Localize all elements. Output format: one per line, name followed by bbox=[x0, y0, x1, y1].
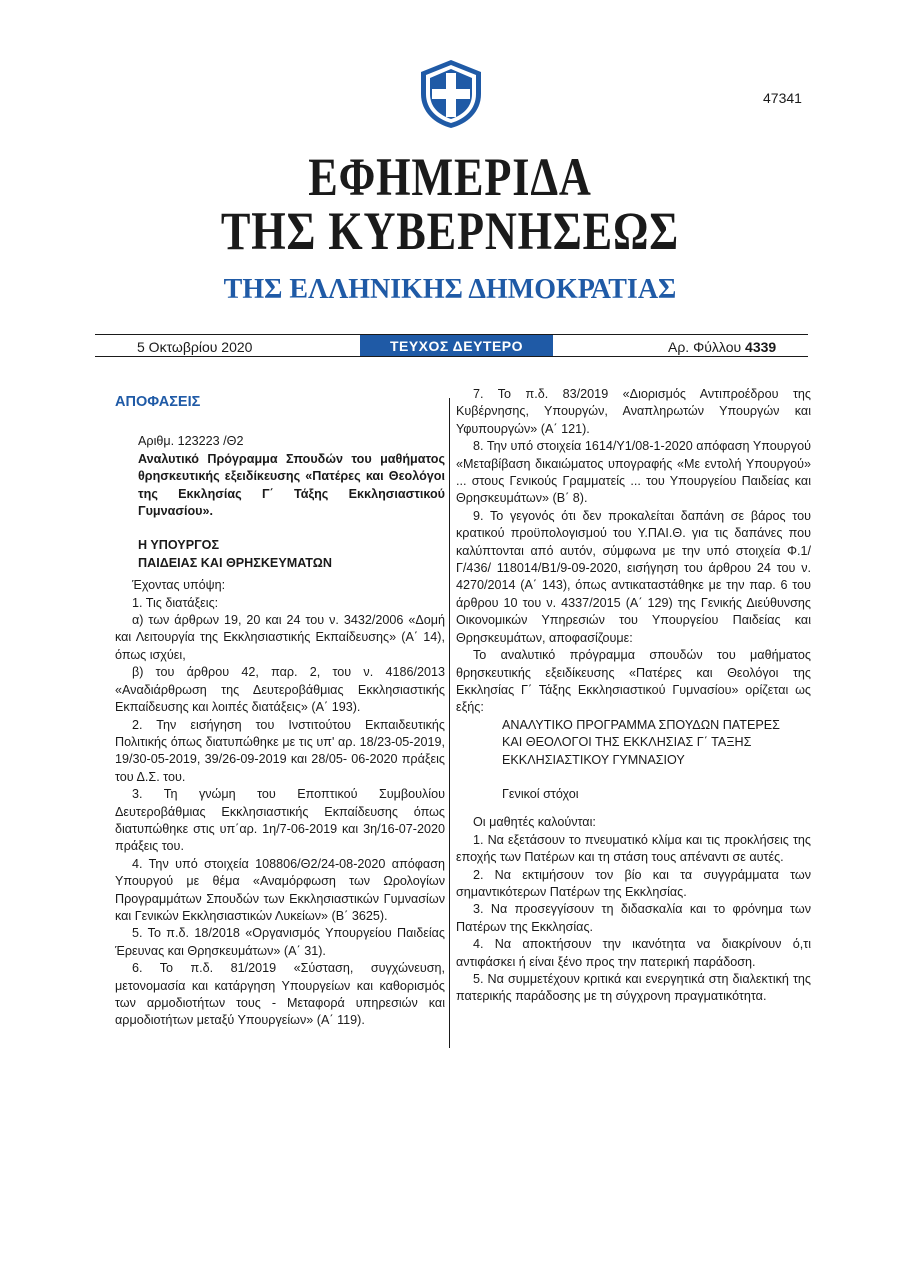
paragraph: α) των άρθρων 19, 20 και 24 του ν. 3432/2006 «Δομή και Λειτουργία της Εκκλησιαστικής Εκπαίδευσης» (Α΄ 14), όπως ισχύει, bbox=[115, 613, 445, 662]
paragraph: 6. Το π.δ. 81/2019 «Σύσταση, συγχώνευση, μετονομασία και κατάργηση Υπουργείων και καθορισμός των αρμοδιοτήτων τους - Μεταφορά υπηρεσιών και αρμοδιοτήτων μεταξύ Υπουργείων» (Α΄ 119). bbox=[115, 961, 445, 1028]
gazette-title: ΕΦΗΜΕΡΙΔΑ bbox=[308, 147, 592, 207]
curriculum-title: ΑΝΑΛΥΤΙΚΟ ΠΡΟΓΡΑΜΜΑ ΣΠΟΥΔΩΝ ΠΑΤΕΡΕΣ ΚΑΙ ΘΕΟΛΟΓΟΙ ΤΗΣ ΕΚΚΛΗΣΙΑΣ Γ΄ ΤΑΞΗΣ ΕΚΚΛΗΣΙΑΣΤΙΚΟΥ ΓΥΜΝΑΣΙΟΥ bbox=[502, 717, 780, 767]
left-column bbox=[115, 394, 445, 1030]
paragraph: 1. Τις διατάξεις: bbox=[132, 595, 219, 610]
minister-line1: Η ΥΠΟΥΡΓΟΣ bbox=[138, 538, 220, 553]
republic-title: ΤΗΣ ΕΛΛΗΝΙΚΗΣ ΔΗΜΟΚΡΑΤΙΑΣ bbox=[223, 274, 677, 305]
issue-badge: ΤΕΥΧΟΣ ΔΕΥΤΕΡΟ bbox=[360, 335, 553, 357]
paragraph: 2. Την εισήγηση του Ινστιτούτου Εκπαιδευτικής Πολιτικής όπως διατυπώθηκε με τις υπ' αρ. 18/23-05-2019, 19/30-05-2019, 39/26-09-2019 και 28/05- 06-2020 πράξεις του Δ.Σ. του. bbox=[115, 717, 445, 784]
paragraph: Οι μαθητές καλούνται: bbox=[473, 815, 596, 830]
paragraph: 5. Το π.δ. 18/2018 «Οργανισμός Υπουργείου Παιδείας Έρευνας και Θρησκευμάτων» (Α΄ 31). bbox=[115, 926, 445, 958]
goals-heading: Γενικοί στόχοι bbox=[502, 786, 579, 801]
paragraph: 3. Τη γνώμη του Εποπτικού Συμβουλίου Δευτεροβάθμιας Εκκλησιαστικής Εκπαίδευσης όπως διατυπώθηκε στις υπ΄αρ. 1η/7-06-2019 και 3η/16-07-2020 πράξεις του. bbox=[115, 787, 445, 854]
paragraph: 4. Να αποκτήσουν την ικανότητα να διακρίνουν ό,τι αντιφάσκει ή είναι ξένο προς την πατερική παράδοση. bbox=[456, 937, 811, 969]
gazette-subtitle: ΤΗΣ ΚΥΒΕΡΝΗΣΕΩΣ bbox=[220, 201, 680, 261]
sheet-number bbox=[668, 339, 776, 355]
decision-number: Αριθμ. 123223 /Θ2 bbox=[138, 434, 244, 449]
paragraph: 7. Το π.δ. 83/2019 «Διορισμός Αντιπροέδρου της Κυβέρνησης, Υπουργών, Αναπληρωτών Υπουργών και Υφυπουργών» (Α΄ 121). bbox=[456, 387, 811, 436]
paragraph: Το αναλυτικό πρόγραμμα σπουδών του μαθήματος θρησκευτικής εξειδίκευσης «Πατέρες και Θεολόγοι της Εκκλησίας Γ΄ Τάξης Εκκλησιαστικού Γυμνασίου» ορίζεται ως εξής: bbox=[456, 648, 811, 715]
paragraph: 2. Να εκτιμήσουν τον βίο και τα συγγράμματα των σημαντικότερων Πατέρων της Εκκλησίας. bbox=[456, 867, 811, 899]
coat-of-arms-emblem bbox=[415, 58, 487, 130]
minister-line2: ΠΑΙΔΕΙΑΣ ΚΑΙ ΘΡΗΣΚΕΥΜΑΤΩΝ bbox=[138, 555, 332, 570]
column-divider bbox=[449, 398, 450, 1048]
paragraph: 8. Την υπό στοιχεία 1614/Υ1/08-1-2020 απόφαση Υπουργού «Μεταβίβαση δικαιώματος υπογραφής «Με εντολή Υπουργού» ... στους Γενικούς Γραμματείς ... του Υπουργείου Παιδείας και Θρησκευμάτων» (Β΄ 8). bbox=[456, 439, 811, 506]
sheet-value: 4339 bbox=[745, 339, 777, 355]
paragraph: 5. Να συμμετέχουν κριτικά και ενεργητικά στη διαλεκτική της πατερικής παράδοσης με τη σύγχρονη πραγματικότητα. bbox=[456, 972, 811, 1004]
section-heading: ΑΠΟΦΑΣΕΙΣ bbox=[115, 394, 201, 410]
decision-title: Αναλυτικό Πρόγραμμα Σπουδών του μαθήματος θρησκευτικής εξειδίκευσης «Πατέρες και Θεολόγοι της Εκκλησίας Γ΄ Τάξης Εκκλησιαστικού Γυμνασίου». bbox=[138, 451, 445, 519]
page-number: 47341 bbox=[763, 90, 802, 106]
sheet-label: Αρ. Φύλλου bbox=[668, 339, 746, 355]
paragraph: β) του άρθρου 42, παρ. 2, του ν. 4186/2013 «Αναδιάρθρωση της Δευτεροβάθμιας Εκκλησιαστικής Εκπαίδευσης και λοιπές διατάξεις» (Α΄ 193). bbox=[115, 665, 445, 715]
header-rule-bottom bbox=[95, 356, 808, 357]
paragraph: 1. Να εξετάσουν το πνευματικό κλίμα και τις προκλήσεις της εποχής των Πατέρων και τη στάση τους απέναντι σε αυτές. bbox=[456, 832, 811, 865]
paragraph: 9. Το γεγονός ότι δεν προκαλείται δαπάνη σε βάρος του κρατικού προϋπολογισμού του Υ.ΠΑΙ.Θ. για τις δαπάνες που καλύπτονται από αυτόν, σύμφωνα με την υπό στοιχεία Φ.1/Γ/436/ 118014/Β1/9-09-2020, εισήγηση του άρθρου 24 του ν. 4270/2014 (Α΄ 143), όπως αντικαταστάθηκε με την παρ. 6 του άρθρου 10 του ν. 4337/2015 (Α΄ 129) της Γενικής Διεύθυνσης Οικονομικών Υπηρεσιών του Υπουργείου Παιδείας και Θρησκευμάτων, αποφασίζουμε: bbox=[456, 508, 811, 645]
right-column bbox=[456, 386, 811, 1006]
paragraph: 3. Να προσεγγίσουν τη διδασκαλία και το φρόνημα των Πατέρων της Εκκλησίας. bbox=[456, 902, 811, 934]
paragraph: 4. Την υπό στοιχεία 108806/Θ2/24-08-2020 απόφαση Υπουργού με θέμα «Αναμόρφωση των Ωρολογίων Προγραμμάτων Σπουδών των Εκκλησιαστικών Γυμνασίων και Γενικών Εκκλησιαστικών Λυκείων» (Β΄ 3625). bbox=[115, 856, 445, 923]
paragraph: Έχοντας υπόψη: bbox=[132, 578, 226, 593]
issue-date: 5 Οκτωβρίου 2020 bbox=[137, 339, 253, 355]
